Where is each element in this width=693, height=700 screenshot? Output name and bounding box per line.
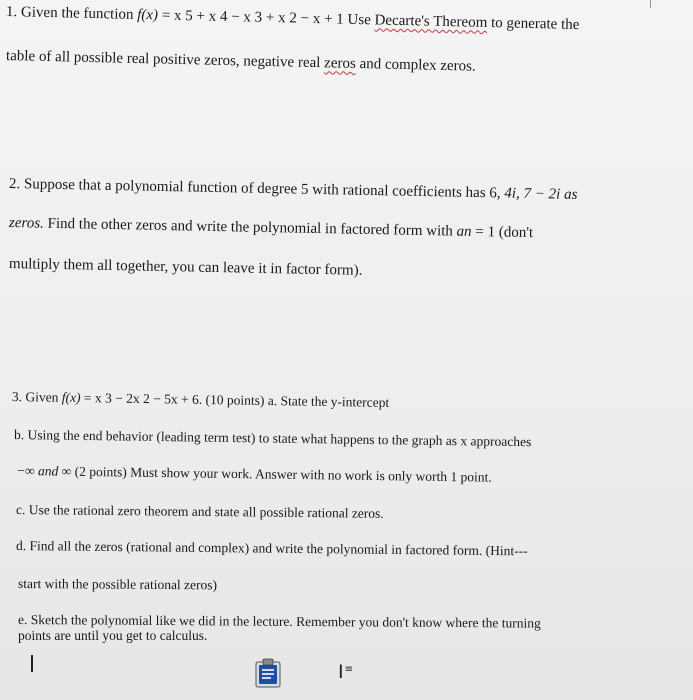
q1-line1 bbox=[6, 4, 580, 34]
q2-an: an bbox=[456, 223, 472, 240]
q2-line2 bbox=[9, 215, 533, 242]
divider bbox=[650, 0, 651, 8]
q1-function-name: f(x) bbox=[137, 6, 159, 24]
clipboard-icon[interactable] bbox=[255, 658, 281, 688]
q3-part-d2: start with the possible rational zeros) bbox=[17, 576, 218, 593]
q1-use: Use bbox=[347, 11, 372, 29]
q3-number: 3. Given bbox=[11, 389, 59, 405]
q1-tail: to generate the bbox=[490, 15, 580, 34]
q3-part-a bbox=[12, 389, 389, 411]
q3-part-c: c. Use the rational zero theorem and state all possible rational zeros. bbox=[15, 502, 384, 521]
q1-text: Given the function bbox=[20, 4, 134, 23]
q2-line1-text: 2. Suppose that a polynomial function of degree 5 with rational coefficients has 6, bbox=[8, 176, 501, 202]
q3-b2-text: (2 points) Must show your work. Answer with no work is only worth 1 point. bbox=[74, 463, 492, 485]
q3-part-d1: d. Find all the zeros (rational and complex) and write the polynomial in factored form. (Hint--- bbox=[15, 538, 528, 559]
q3-part-e2: points are until you get to calculus. bbox=[18, 628, 208, 643]
q3-function-name: f(x) bbox=[61, 389, 81, 406]
text-caret bbox=[31, 655, 33, 672]
q2-zeros-list: 4i, 7 − 2i as bbox=[504, 185, 578, 203]
q3-part-e1: e. Sketch the polynomial like we did in the lecture. Remember you don't know where the turning bbox=[17, 612, 541, 631]
q2-line3: multiply them all together, you can leave it in factor form). bbox=[8, 256, 363, 279]
q3-part-b2 bbox=[16, 463, 492, 486]
q1-descartes: Decarte's Thereom bbox=[374, 12, 488, 31]
q1-line2-tail: and complex zeros. bbox=[359, 56, 476, 75]
q2-line2-tail: = 1 (don't bbox=[475, 223, 534, 242]
q2-line1 bbox=[9, 176, 578, 204]
q3-infinity: −∞ and ∞ bbox=[15, 463, 72, 479]
q1-equation: = x 5 + x 4 − x 3 + x 2 − x + 1 bbox=[161, 7, 344, 28]
text-cursor-icon: I≡ bbox=[338, 661, 353, 683]
q3-part-b1: b. Using the end behavior (leading term test) to state what happens to the graph as x approaches bbox=[13, 427, 532, 450]
q2-zeros-word: zeros. bbox=[8, 215, 45, 232]
q3-equation: = x 3 − 2x 2 − 5x + 6. (10 points) a. State the y-intercept bbox=[83, 390, 390, 410]
q2-line2-text: Find the other zeros and write the polynomial in factored form with bbox=[47, 215, 454, 240]
q1-line2 bbox=[6, 48, 476, 76]
q1-line2-text: table of all possible real positive zeros, negative real bbox=[5, 48, 321, 72]
q1-number: 1. bbox=[5, 4, 18, 21]
q1-zeros-word: zeros bbox=[323, 55, 356, 72]
